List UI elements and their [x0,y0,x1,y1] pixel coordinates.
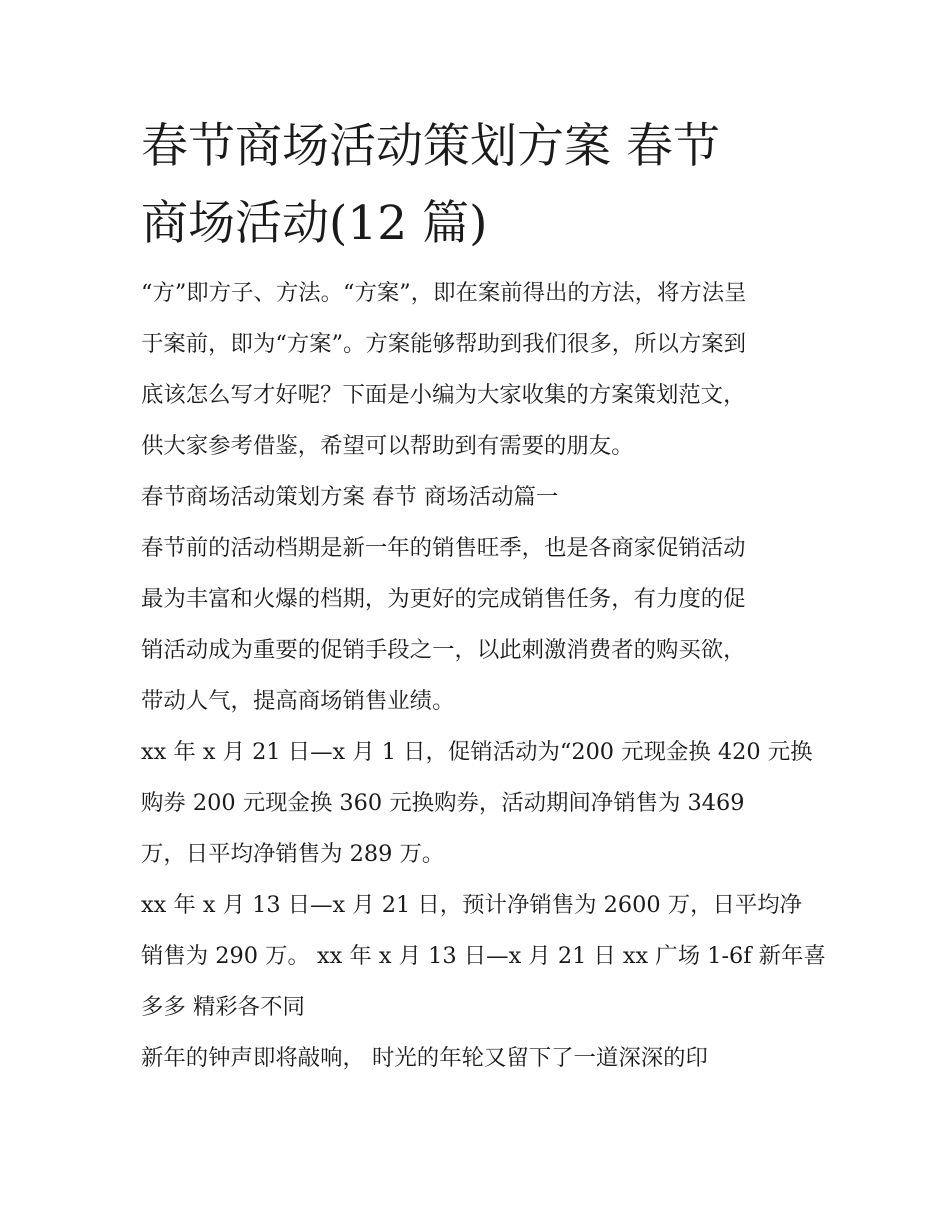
text-line: 万，日平均净销售为 289 万。 [141,841,445,867]
body-paragraph-1 [141,523,813,727]
text-line: 于案前，即为“方案”。方案能够帮助到我们很多，所以方案到 [141,331,747,357]
document-content [141,108,826,1084]
section-heading: 春节商场活动策划方案 春节 商场活动篇一 [141,484,559,510]
text-line: xx 年 x 月 21 日—x 月 1 日，促销活动为“200 元现金换 420 元换 [141,739,813,765]
title-line: 春节商场活动策划方案 春节 [141,119,720,174]
text-line: 新年的钟声即将敲响， 时光的年轮又留下了一道深深的印 [141,1045,708,1071]
intro-paragraph [141,268,813,472]
text-line: 供大家参考借鉴，希望可以帮助到有需要的朋友。 [141,433,634,459]
text-line: 销活动成为重要的促销手段之一，以此刺激消费者的购买欲， [141,637,746,663]
text-line: xx 年 x 月 13 日—x 月 21 日，预计净销售为 2600 万，日平均净 [141,892,803,918]
body-paragraph-3 [141,880,826,1033]
text-line: 底该怎么写才好呢？下面是小编为大家收集的方案策划范文， [141,382,746,408]
text-line: “方”即方子、方法。“方案”，即在案前得出的方法，将方法呈 [141,280,747,306]
text-line: 春节前的活动档期是新一年的销售旺季，也是各商家促销活动 [141,535,746,561]
body-paragraph-2 [141,727,813,880]
text-line: 销售为 290 万。 xx 年 x 月 13 日—x 月 21 日 xx 广场 1-6f 新年喜 [141,943,826,969]
text-line: 带动人气，提高商场销售业绩。 [141,688,455,714]
text-line: 多多 精彩各不同 [141,994,305,1020]
body-paragraph-4 [141,1033,813,1084]
text-line: 购券 200 元现金换 360 元换购券，活动期间净销售为 3469 [141,790,745,816]
document-title [141,108,813,262]
text-line: 最为丰富和火爆的档期，为更好的完成销售任务，有力度的促 [141,586,746,612]
title-line: 商场活动(12 篇) [141,196,488,251]
